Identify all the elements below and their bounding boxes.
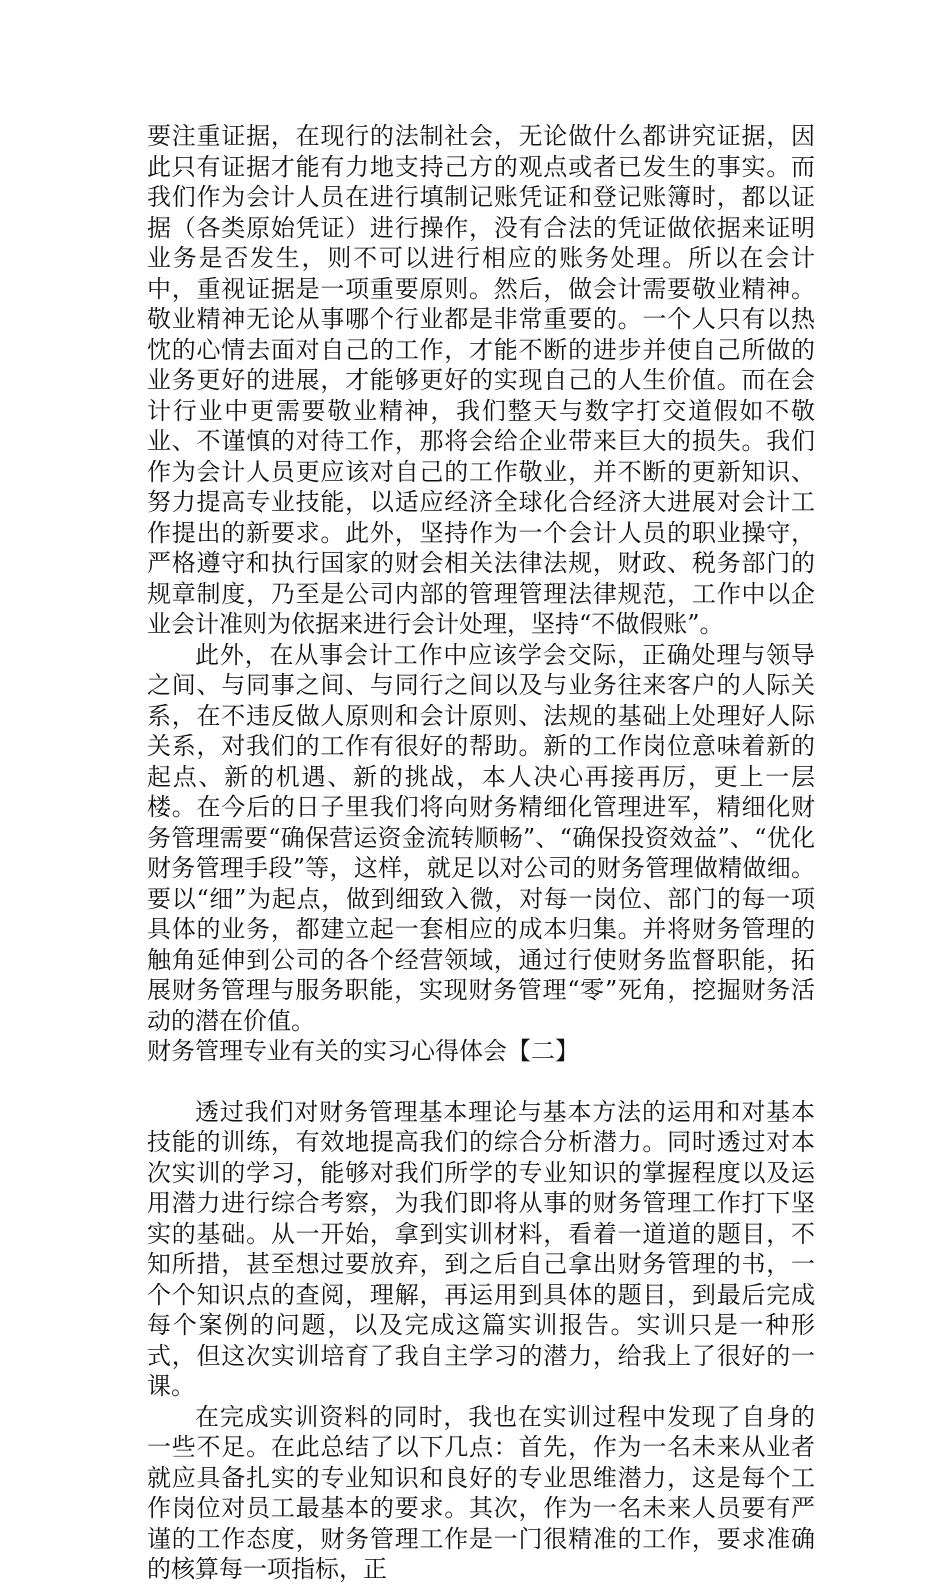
paragraph-3: 透过我们对财务管理基本理论与基本方法的运用和对基本技能的训练，有效地提高我们的综合分析潜力。同时透过对本次实训的学习，能够对我们所学的专业知识的掌握程度以及运用潜力进行综合考察，为我们即将从事的财务管理工作打下坚实的基础。从一开始，拿到实训材料，看着一道道的题目，不知所措，甚至想过要放弃，到之后自己拿出财务管理的书，一个个知识点的查阅，理解，再运用到具体的题目，到最后完成每个案例的问题，以及完成这篇实训报告。实训只是一种形式，但这次实训培育了我自主学习的潜力，给我上了很好的一课。 xyxy=(147,1097,815,1400)
paragraph-2: 此外，在从事会计工作中应该学会交际，正确处理与领导之间、与同事之间、与同行之间以及与业务往来客户的人际关系，在不违反做人原则和会计原则、法规的基础上处理好人际关系，对我们的工作有很好的帮助。新的工作岗位意味着新的起点、新的机遇、新的挑战，本人决心再接再厉，更上一层楼。在今后的日子里我们将向财务精细化管理进军，精细化财务管理需要“确保营运资金流转顺畅”、“确保投资效益”、“优化财务管理手段”等，这样，就足以对公司的财务管理做精做细。要以“细”为起点，做到细致入微，对每一岗位、部门的每一项具体的业务，都建立起一套相应的成本归集。并将财务管理的触角延伸到公司的各个经营领域，通过行使财务监督职能，拓展财务管理与服务职能，实现财务管理“零”死角，挖掘财务活动的潜在价值。 xyxy=(147,640,815,1035)
section-heading: 财务管理专业有关的实习心得体会【二】 xyxy=(147,1037,579,1065)
paragraph-1: 要注重证据，在现行的法制社会，无论做什么都讲究证据，因此只有证据才能有力地支持己方的观点或者已发生的事实。而我们作为会计人员在进行填制记账凭证和登记账簿时，都以证据（各类原始凭证）进行操作，没有合法的凭证做依据来证明业务是否发生，则不可以进行相应的账务处理。所以在会计中，重视证据是一项重要原则。然后，做会计需要敬业精神。敬业精神无论从事哪个行业都是非常重要的。一个人只有以热忱的心情去面对自己的工作，才能不断的进步并使自己所做的业务更好的进展，才能够更好的实现自己的人生价值。而在会计行业中更需要敬业精神，我们整天与数字打交道假如不敬业、不谨慎的对待工作，那将会给企业带来巨大的损失。我们作为会计人员更应该对自己的工作敬业，并不断的更新知识、努力提高专业技能，以适应经济全球化合经济大进展对会计工作提出的新要求。此外，坚持作为一个会计人员的职业操守，严格遵守和执行国家的财会相关法律法规，财政、税务部门的规章制度，乃至是公司内部的管理管理法律规范，工作中以企业会计准则为依据来进行会计处理，坚持“不做假账”。 xyxy=(147,122,815,638)
blank-line xyxy=(147,1067,815,1097)
document-body xyxy=(147,121,815,1585)
paragraph-4: 在完成实训资料的同时，我也在实训过程中发现了自身的一些不足。在此总结了以下几点：首先，作为一名未来从业者就应具备扎实的专业知识和良好的专业思维潜力，这是每个工作岗位对员工最基本的要求。其次，作为一名未来人员要有严谨的工作态度，财务管理工作是一门很精准的工作，要求准确的核算每一项指标，正 xyxy=(147,1402,815,1583)
